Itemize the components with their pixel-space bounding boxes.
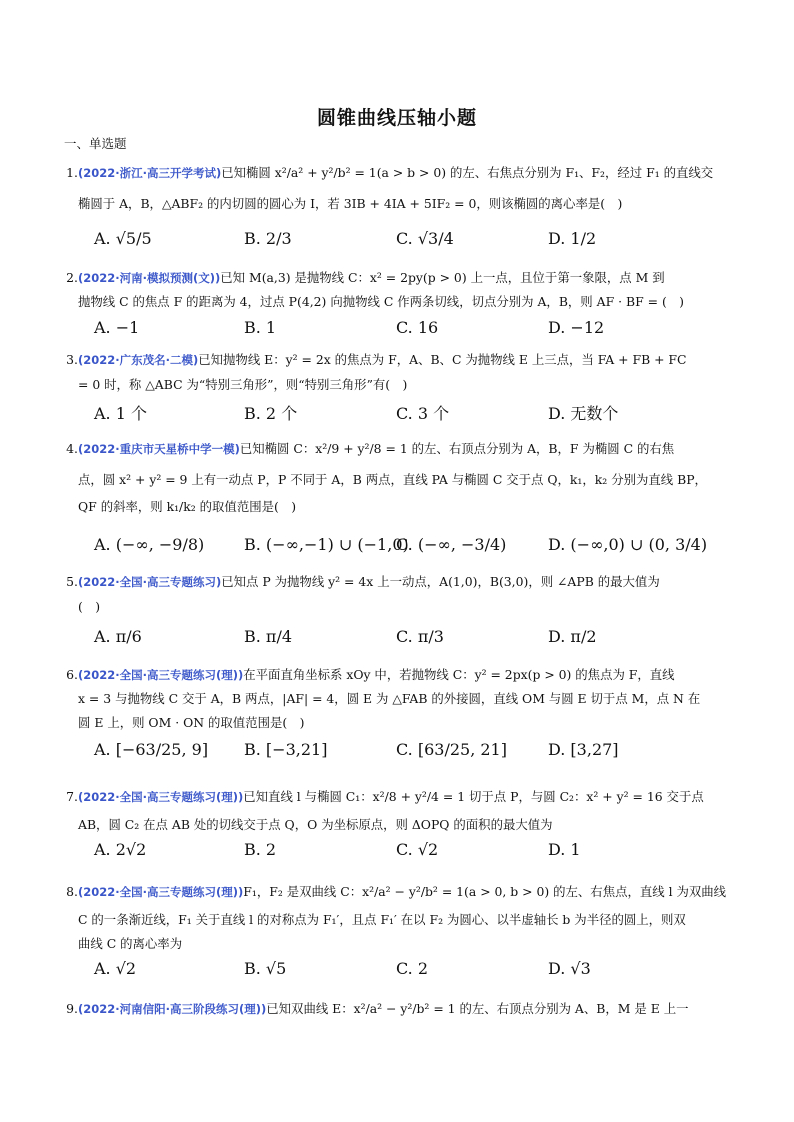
question-number: 4. xyxy=(66,441,78,456)
option-d: D. 无数个 xyxy=(548,404,619,423)
option-b: B. [−3,21] xyxy=(244,740,328,759)
question-2-line-1 xyxy=(66,268,665,286)
question-8-line-2: C 的一条渐近线，F₁ 关于直线 l 的对称点为 F₁′，且点 F₁′ 在以 F₂ 为圆心、以半虚轴长 b 为半径的圆上，则双 xyxy=(78,912,686,927)
question-9-line-1 xyxy=(66,999,689,1017)
question-1-line-2: 椭圆于 A，B，△ABF₂ 的内切圆的圆心为 I，若 3IB + 4IA + 5IF₂ = 0，则该椭圆的离心率是( ) xyxy=(78,196,623,211)
question-text: 已知直线 l 与椭圆 C₁：x²/8 + y²/4 = 1 切于点 P，与圆 C₂：x² + y² = 16 交于点 xyxy=(243,789,704,804)
question-source-tag[interactable]: (2022·广东茂名·二模) xyxy=(78,353,199,367)
question-3-line-2: = 0 时，称 △ABC 为“特别三角形”，则“特别三角形”有( ) xyxy=(78,377,408,392)
question-4-line-3: QF 的斜率，则 k₁/k₂ 的取值范围是( ) xyxy=(78,499,297,514)
question-text: 已知椭圆 x²/a² + y²/b² = 1(a > b > 0) 的左、右焦点分别为 F₁、F₂，经过 F₁ 的直线交 xyxy=(221,165,714,180)
question-5-line-2: ( ) xyxy=(78,599,101,614)
question-7-line-2: AB，圆 C₂ 在点 AB 处的切线交于点 Q，O 为坐标原点，则 ΔOPQ 的面积的最大值为 xyxy=(78,817,553,832)
option-b: B. (−∞,−1) ∪ (−1,0) xyxy=(244,535,409,554)
question-text: 已知抛物线 E：y² = 2x 的焦点为 F，A、B、C 为抛物线 E 上三点，当 FA + FB + FC xyxy=(198,352,687,367)
option-b: B. π/4 xyxy=(244,627,293,646)
option-a: A. √5/5 xyxy=(94,229,152,248)
question-6-line-3: 圆 E 上，则 OM · ON 的取值范围是( ) xyxy=(78,715,305,730)
question-number: 3. xyxy=(66,352,78,367)
question-source-tag[interactable]: (2022·重庆市天星桥中学一模) xyxy=(78,442,240,456)
option-c: C. (−∞, −3/4) xyxy=(396,535,507,554)
question-2-line-2: 抛物线 C 的焦点 F 的距离为 4，过点 P(4,2) 向抛物线 C 作两条切线，切点分别为 A，B，则 AF · BF = ( ) xyxy=(78,294,685,309)
page-title: 圆锥曲线压轴小题 xyxy=(316,107,477,129)
question-text: 已知点 P 为抛物线 y² = 4x 上一动点，A(1,0)，B(3,0)，则 ∠APB 的最大值为 xyxy=(221,574,660,589)
option-d: D. √3 xyxy=(548,959,591,978)
question-6-line-2: x = 3 与抛物线 C 交于 A，B 两点，|AF| = 4，圆 E 为 △FAB 的外接圆，直线 OM 与圆 E 切于点 M，点 N 在 xyxy=(78,691,701,706)
option-a: A. (−∞, −9/8) xyxy=(94,535,205,554)
option-c: C. 16 xyxy=(396,318,439,337)
option-a: A. −1 xyxy=(94,318,140,337)
question-number: 9. xyxy=(66,1001,78,1016)
question-source-tag[interactable]: (2022·全国·高三专题练习(理)) xyxy=(78,790,244,804)
option-d: D. 1 xyxy=(548,840,581,859)
option-b: B. 2/3 xyxy=(244,229,292,248)
question-source-tag[interactable]: (2022·河南·模拟预测(文)) xyxy=(78,271,221,285)
option-b: B. 1 xyxy=(244,318,277,337)
question-source-tag[interactable]: (2022·浙江·高三开学考试) xyxy=(78,166,222,180)
question-text: F₁，F₂ 是双曲线 C：x²/a² − y²/b² = 1(a > 0, b > 0) 的左、右焦点，直线 l 为双曲线 xyxy=(243,884,727,899)
question-number: 1. xyxy=(66,165,78,180)
option-c: C. 2 xyxy=(396,959,429,978)
question-source-tag[interactable]: (2022·全国·高三专题练习(理)) xyxy=(78,885,244,899)
question-number: 2. xyxy=(66,270,78,285)
option-d: D. π/2 xyxy=(548,627,597,646)
question-source-tag[interactable]: (2022·全国·高三专题练习) xyxy=(78,575,222,589)
section-heading: 一、单选题 xyxy=(64,136,127,151)
question-8-line-3: 曲线 C 的离心率为 xyxy=(78,936,183,951)
question-text: 已知 M(a,3) 是抛物线 C：x² = 2py(p > 0) 上一点，且位于第一象限，点 M 到 xyxy=(220,270,665,285)
option-a: A. √2 xyxy=(94,959,137,978)
question-5-line-1 xyxy=(66,572,660,590)
option-d: D. −12 xyxy=(548,318,605,337)
option-d: D. (−∞,0) ∪ (0, 3/4) xyxy=(548,535,708,554)
question-text: 已知椭圆 C：x²/9 + y²/8 = 1 的左、右顶点分别为 A，B，F 为椭圆 C 的右焦 xyxy=(239,441,675,456)
question-8-line-1 xyxy=(66,882,727,900)
question-7-line-1 xyxy=(66,787,704,805)
question-1-line-1 xyxy=(66,163,714,181)
option-b: B. √5 xyxy=(244,959,287,978)
option-a: A. 1 个 xyxy=(94,404,147,423)
option-d: D. [3,27] xyxy=(548,740,619,759)
option-d: D. 1/2 xyxy=(548,229,597,248)
question-4-line-1 xyxy=(66,439,675,457)
question-3-line-1 xyxy=(66,350,687,368)
option-b: B. 2 个 xyxy=(244,404,298,423)
option-c: C. π/3 xyxy=(396,627,444,646)
option-a: A. π/6 xyxy=(94,627,142,646)
option-c: C. [63/25, 21] xyxy=(396,740,507,759)
question-number: 7. xyxy=(66,789,78,804)
option-c: C. 3 个 xyxy=(396,404,450,423)
question-source-tag[interactable]: (2022·河南信阳·高三阶段练习(理)) xyxy=(78,1002,267,1016)
question-text: 在平面直角坐标系 xOy 中，若抛物线 C：y² = 2px(p > 0) 的焦点为 F，直线 xyxy=(243,667,675,682)
question-number: 5. xyxy=(66,574,78,589)
question-source-tag[interactable]: (2022·全国·高三专题练习(理)) xyxy=(78,668,244,682)
option-c: C. √2 xyxy=(396,840,439,859)
question-number: 8. xyxy=(66,884,78,899)
option-a: A. [−63/25, 9] xyxy=(94,740,209,759)
question-4-line-2: 点，圆 x² + y² = 9 上有一动点 P，P 不同于 A，B 两点，直线 PA 与椭圆 C 交于点 Q，k₁，k₂ 分别为直线 BP， xyxy=(78,472,707,487)
option-c: C. √3/4 xyxy=(396,229,454,248)
question-6-line-1 xyxy=(66,665,675,683)
question-text: 已知双曲线 E：x²/a² − y²/b² = 1 的左、右顶点分别为 A、B，M 是 E 上一 xyxy=(266,1001,689,1016)
option-a: A. 2√2 xyxy=(94,840,147,859)
question-number: 6. xyxy=(66,667,78,682)
option-b: B. 2 xyxy=(244,840,277,859)
